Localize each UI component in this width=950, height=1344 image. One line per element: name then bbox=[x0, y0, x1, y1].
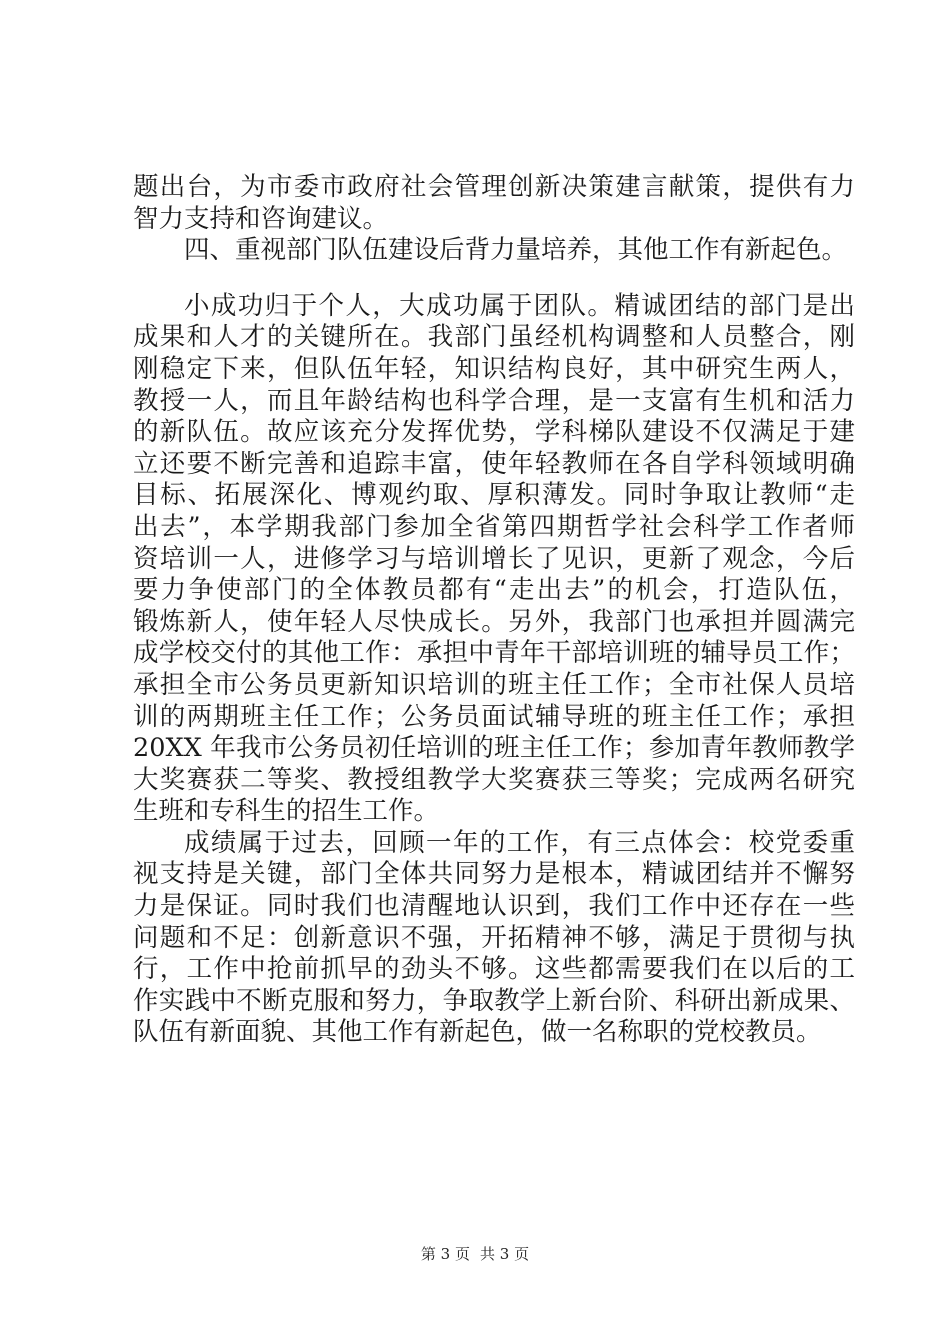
text-line: 队伍有新面貌、其他工作有新起色，做一名称职的党校教员。 bbox=[133, 1017, 822, 1048]
document-body bbox=[133, 172, 855, 1049]
page-footer bbox=[0, 1244, 950, 1264]
text-line: 锻炼新人，使年轻人尽快成长。另外，我部门也承担并圆满完 bbox=[133, 606, 855, 637]
text-line: 要力争使部门的全体教员都有“走出去”的机会，打造队伍， bbox=[133, 575, 855, 606]
text-line: 教授一人，而且年龄结构也科学合理，是一支富有生机和活力 bbox=[133, 385, 855, 416]
text-line: 立还要不断完善和追踪丰富，使年轻教师在各自学科领域明确 bbox=[133, 448, 855, 479]
text-line: 力是保证。同时我们也清醒地认识到，我们工作中还存在一些 bbox=[133, 891, 855, 922]
section-heading: 四、重视部门队伍建设后背力量培养，其他工作有新起色。 bbox=[184, 235, 848, 266]
text-line: 小成功归于个人，大成功属于团队。精诚团结的部门是出 bbox=[184, 290, 855, 321]
text-line: 成学校交付的其他工作：承担中青年干部培训班的辅导员工作； bbox=[133, 638, 855, 669]
page-total: 共 3 页 bbox=[480, 1245, 530, 1263]
text-line: 目标、拓展深化、博观约取、厚积薄发。同时争取让教师“走 bbox=[133, 480, 855, 511]
text-line: 成绩属于过去，回顾一年的工作，有三点体会：校党委重 bbox=[184, 827, 855, 858]
text-line: 成果和人才的关键所在。我部门虽经机构调整和人员整合，刚 bbox=[133, 322, 855, 353]
text-line: 生班和专科生的招生工作。 bbox=[133, 796, 440, 827]
page-number: 第 3 页 bbox=[420, 1245, 470, 1263]
text-line: 出去”，本学期我部门参加全省第四期哲学社会科学工作者师 bbox=[133, 511, 855, 542]
text-line: 20XX 年我市公务员初任培训的班主任工作；参加青年教师教学 bbox=[133, 733, 855, 764]
text-line: 训的两期班主任工作；公务员面试辅导班的班主任工作；承担 bbox=[133, 701, 855, 732]
text-line: 承担全市公务员更新知识培训的班主任工作；全市社保人员培 bbox=[133, 669, 855, 700]
text-line: 刚稳定下来，但队伍年轻，知识结构良好，其中研究生两人， bbox=[133, 353, 855, 384]
text-line: 大奖赛获二等奖、教授组教学大奖赛获三等奖；完成两名研究 bbox=[133, 764, 855, 795]
text-line: 题出台，为市委市政府社会管理创新决策建言献策，提供有力 bbox=[133, 172, 855, 202]
paragraph-gap bbox=[133, 267, 855, 291]
text-line: 作实践中不断克服和努力，争取教学上新台阶、科研出新成果、 bbox=[133, 985, 855, 1016]
text-line: 的新队伍。故应该充分发挥优势，学科梯队建设不仅满足于建 bbox=[133, 417, 855, 448]
text-line: 行，工作中抢前抓早的劲头不够。这些都需要我们在以后的工 bbox=[133, 954, 855, 985]
text-line: 智力支持和咨询建议。 bbox=[133, 203, 389, 234]
text-line: 问题和不足：创新意识不强，开拓精神不够，满足于贯彻与执 bbox=[133, 922, 855, 953]
text-line: 视支持是关键，部门全体共同努力是根本，精诚团结并不懈努 bbox=[133, 859, 855, 890]
text-line: 资培训一人，进修学习与培训增长了见识，更新了观念，今后 bbox=[133, 543, 855, 574]
